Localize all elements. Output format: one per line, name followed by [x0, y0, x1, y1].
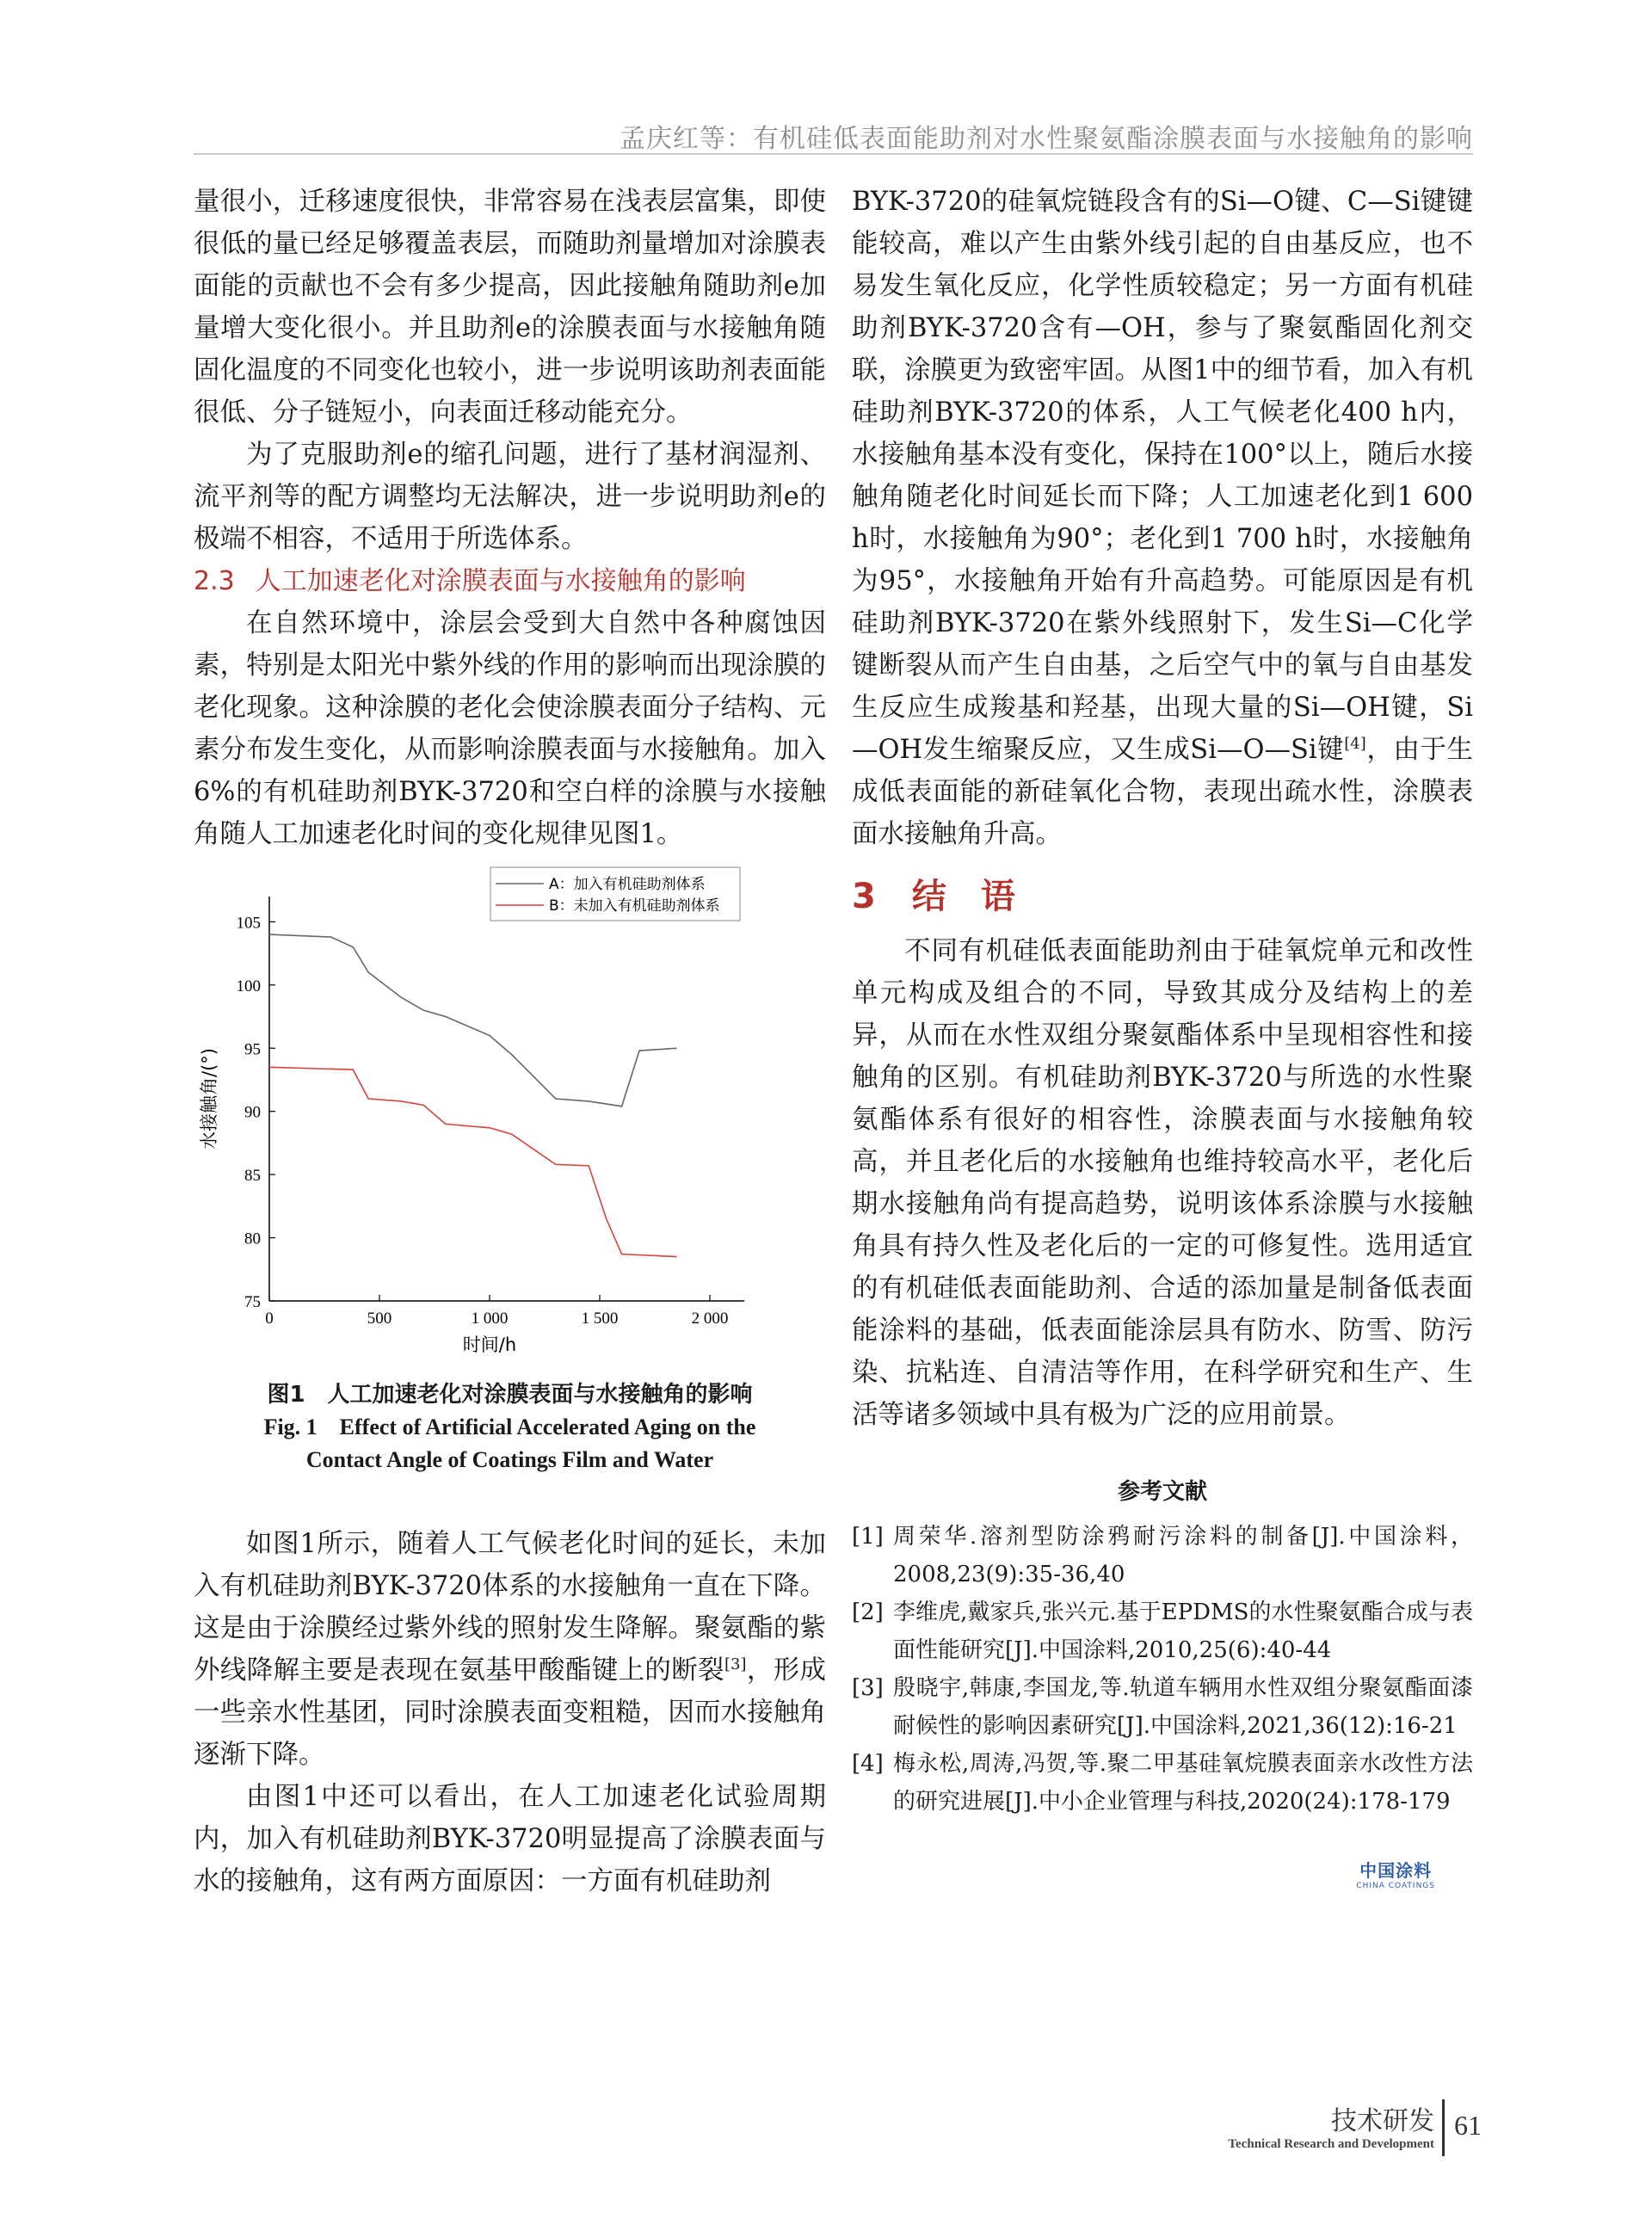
section-3-heading [852, 869, 1473, 918]
x-axis-label: 时间/h [462, 1334, 517, 1355]
section-number: 3 [852, 877, 876, 916]
reference-item: [2] 李维虎,戴家兵,张兴元.基于EPDMS的水性聚氨酯合成与表面性能研究[J].中国涂料,2010,25(6):40-44 [852, 1599, 1473, 1663]
body-paragraph: 如图1所示，随着人工气候老化时间的延长，未加入有机硅助剂BYK-3720体系的水接触角一直在下降。这是由于涂膜经过紫外线的照射发生降解。聚氨酯的紫外线降解主要是表现在氨基甲酸酯键上的断裂[3]，形成一些亲水性基团，同时涂膜表面变粗糙，因而水接触角逐渐下降。 [194, 1529, 827, 1770]
line-chart [194, 860, 826, 1368]
figure-1 [194, 860, 826, 1472]
x-tick-label: 2 000 [691, 1310, 729, 1328]
y-tick-label: 90 [244, 1103, 261, 1122]
y-tick-label: 80 [244, 1230, 261, 1248]
references-title: 参考文献 [1117, 1479, 1207, 1505]
page-number: 61 [1454, 2110, 1482, 2141]
left-column [194, 181, 826, 855]
y-tick-label: 95 [244, 1040, 261, 1059]
x-tick-label: 1 500 [581, 1310, 619, 1328]
x-tick-label: 0 [265, 1310, 274, 1328]
y-tick-label: 85 [244, 1167, 261, 1186]
series-line-b [269, 1067, 677, 1256]
footer-divider [1442, 2099, 1445, 2156]
section-number: 2.3 [194, 566, 235, 596]
legend-label: B：未加入有机硅助剂体系 [549, 897, 720, 915]
body-paragraph: BYK-3720的硅氧烷链段含有的Si—O键、C—Si键键能较高，难以产生由紫外线引起的自由基反应，也不易发生氧化反应，化学性质较稳定；另一方面有机硅助剂BYK-3720含有—OH，参与了聚氨酯固化剂交联，涂膜更为致密牢固。从图1中的细节看，加入有机硅助剂BYK-3720的体系，人工气候老化400 h内，水接触角基本没有变化，保持在100°以上，随后水接触角随老化时间延长而下降；人工加速老化到1 600 h时，水接触角为90°；老化到1 700 h时，水接触角为95°，水接触角开始有升高趋势。可能原因是有机硅助剂BYK-3720在紫外线照射下，发生Si—C化学键断裂从而产生自由基，之后空气中的氧与自由基发生反应生成羧基和羟基，出现大量的Si—OH键，Si—OH发生缩聚反应，又生成Si—O—Si键[4]，由于生成低表面能的新硅氧化合物，表现出疏水性，涂膜表面水接触角升高。 [852, 187, 1474, 849]
section-title-part: 结 [911, 877, 946, 916]
left-column-continued [194, 1523, 826, 1902]
body-paragraph: 不同有机硅低表面能助剂由于硅氧烷单元和改性单元构成及组合的不同，导致其成分及结构上的差异，从而在水性双组分聚氨酯体系中呈现相容性和接触角的区别。有机硅助剂BYK-3720与所选的水性聚氨酯体系有很好的相容性，涂膜表面与水接触角较高，并且老化后的水接触角也维持较高水平，老化后期水接触角尚有提高趋势，说明该体系涂膜与水接触角具有持久性及老化后的一定的可修复性。选用适宜的有机硅低表面能助剂、合适的添加量是制备低表面能涂料的基础，低表面能涂层具有防水、防雪、防污染、抗粘连、自清洁等作用，在科学研究和生产、生活等诸多领域中具有极为广泛的应用前景。 [852, 936, 1473, 1430]
section-title-part: 语 [980, 877, 1015, 916]
x-tick-label: 500 [367, 1310, 392, 1328]
legend-label: A：加入有机硅助剂体系 [549, 876, 706, 893]
figure-caption-cn: 图1 人工加速老化对涂膜表面与水接触角的影响 [267, 1382, 753, 1408]
reference-item: [4] 梅永松,周涛,冯贺,等.聚二甲基硅氧烷膜表面亲水改性方法的研究进展[J].中小企业管理与科技,2020(24):178-179 [852, 1751, 1473, 1815]
body-paragraph: 为了克服助剂e的缩孔问题，进行了基材润湿剂、流平剂等的配方调整均无法解决，进一步说明助剂e的极端不相容，不适用于所选体系。 [194, 440, 826, 554]
citation-ref: [3] [724, 1655, 747, 1673]
citation-ref: [4] [1344, 734, 1366, 753]
china-coatings-logo: 中国涂料 CHINA COATINGS [1356, 1860, 1435, 1890]
body-paragraph: 量很小，迁移速度很快，非常容易在浅表层富集，即使很低的量已经足够覆盖表层，而随助剂量增加对涂膜表面能的贡献也不会有多少提高，因此接触角随助剂e加量增大变化很小。并且助剂e的涂膜表面与水接触角随固化温度的不同变化也较小，进一步说明该助剂表面能很低、分子链短小，向表面迁移动能充分。 [194, 187, 826, 428]
header-rule [194, 153, 1473, 155]
references-list [852, 1518, 1473, 1821]
series-line-a [269, 934, 677, 1106]
figure-caption-en: Fig. 1 Effect of Artificial Accelerated Aging on the Contact Angle of Coatings Film and Water [263, 1415, 756, 1472]
reference-item: [3] 殷晓宇,韩康,李国龙,等.轨道车辆用水性双组分聚氨酯面漆耐候性的影响因素研究[J].中国涂料,2021,36(12):16-21 [852, 1675, 1473, 1739]
footer-section-cn: 技术研发 [1331, 2106, 1434, 2136]
running-header-title: 孟庆红等：有机硅低表面能助剂对水性聚氨酯涂膜表面与水接触角的影响 [620, 124, 1473, 154]
section-title: 人工加速老化对涂膜表面与水接触角的影响 [255, 566, 746, 596]
x-tick-label: 1 000 [471, 1310, 509, 1328]
body-paragraph: 在自然环境中，涂层会受到大自然中各种腐蚀因素，特别是太阳光中紫外线的作用的影响而出现涂膜的老化现象。这种涂膜的老化会使涂膜表面分子结构、元素分布发生变化，从而影响涂膜表面与水接触角。加入6%的有机硅助剂BYK-3720和空白样的涂膜与水接触角随人工加速老化时间的变化规律见图1。 [194, 608, 826, 849]
body-paragraph: 由图1中还可以看出，在人工加速老化试验周期内，加入有机硅助剂BYK-3720明显提高了涂膜表面与水的接触角，这有两方面原因：一方面有机硅助剂 [194, 1782, 826, 1896]
reference-item: [1] 周荣华.溶剂型防涂鸦耐污涂料的制备[J].中国涂料，2008,23(9):35-36,40 [852, 1524, 1473, 1587]
right-column [852, 181, 1473, 1821]
footer-section-en: Technical Research and Development [1228, 2137, 1434, 2151]
y-axis-label: 水接触角/(°) [199, 1048, 219, 1149]
y-tick-label: 100 [236, 977, 261, 995]
y-tick-label: 105 [236, 914, 261, 933]
section-2-3-heading [194, 560, 826, 602]
y-tick-label: 75 [244, 1293, 261, 1311]
